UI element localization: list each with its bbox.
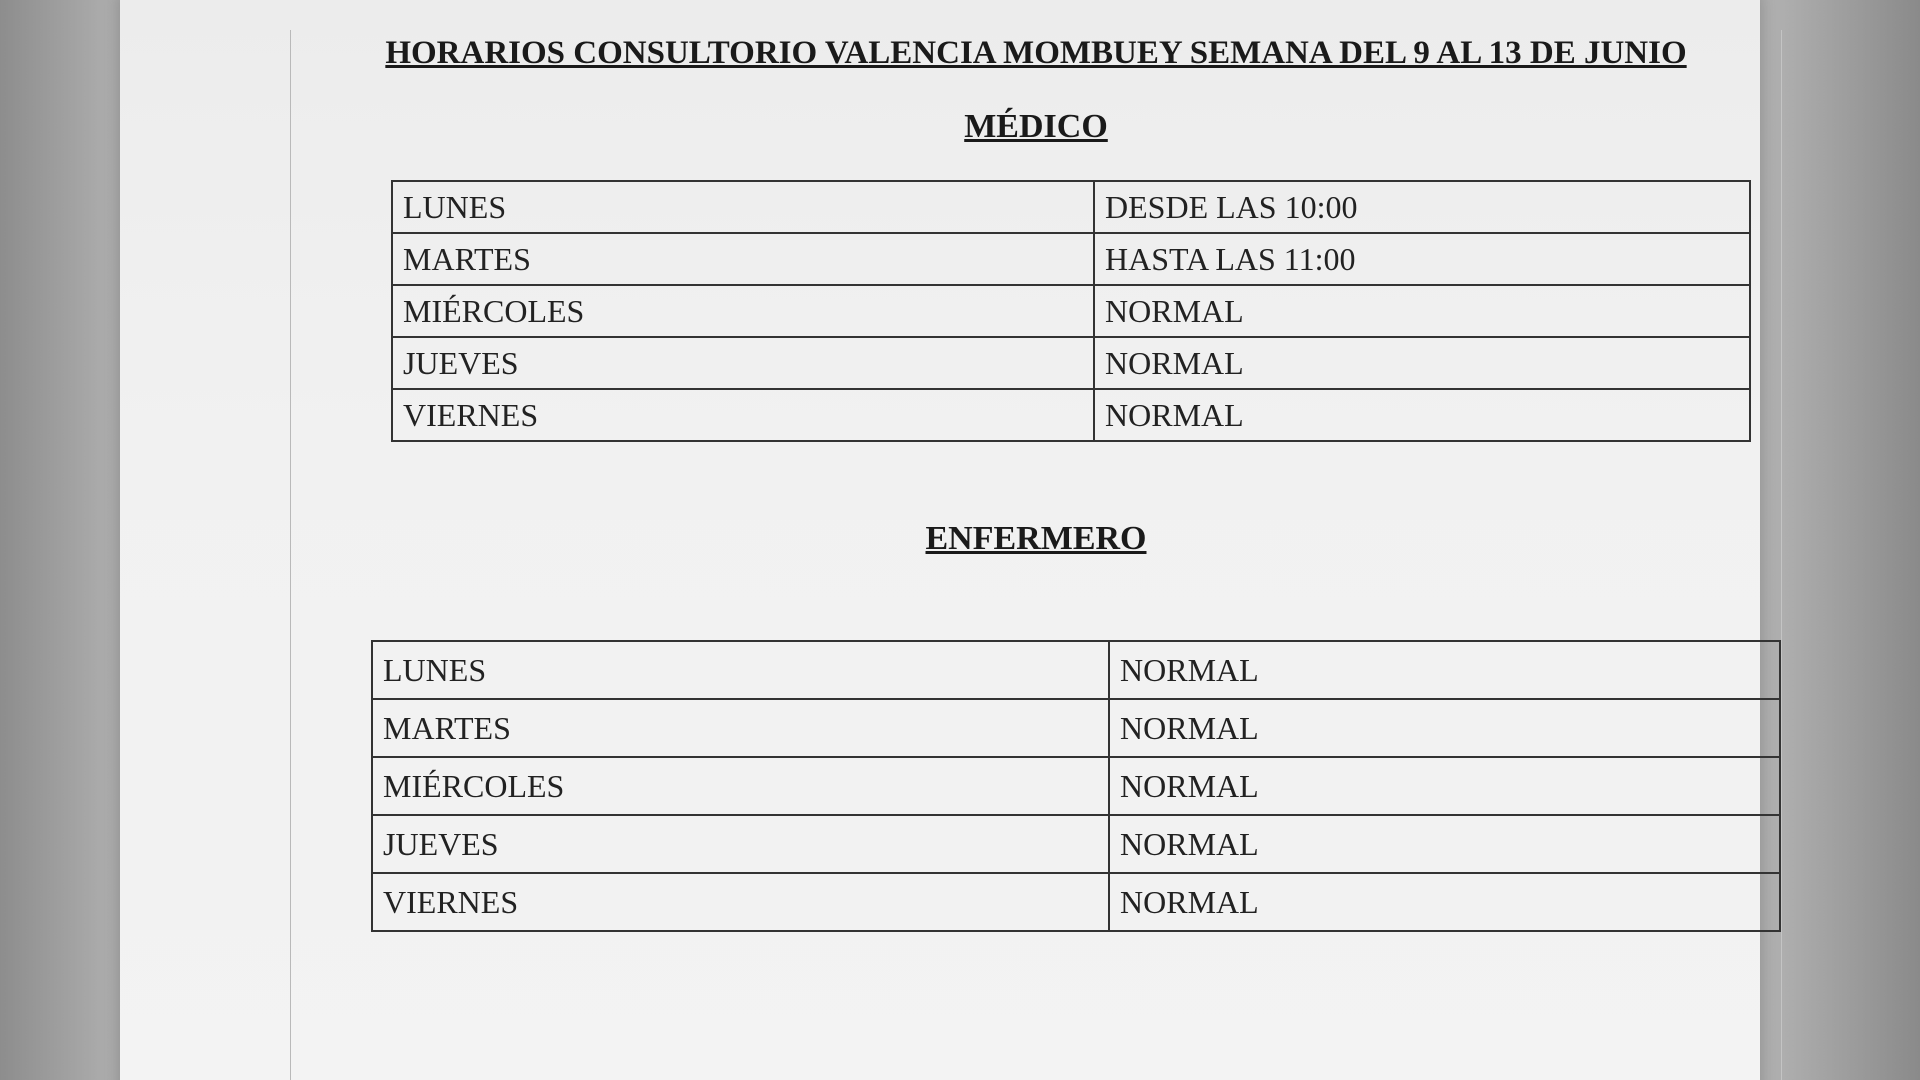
day-cell: LUNES [392,181,1094,233]
table-row [392,233,1750,285]
table-row [392,389,1750,441]
document-body [290,30,1782,1080]
schedule-cell: HASTA LAS 11:00 [1094,233,1750,285]
table-row [372,815,1780,873]
table-row [372,699,1780,757]
table-row [372,641,1780,699]
schedule-cell: NORMAL [1094,337,1750,389]
day-cell: JUEVES [372,815,1109,873]
day-cell: MARTES [392,233,1094,285]
day-cell: MARTES [372,699,1109,757]
schedule-cell: NORMAL [1094,285,1750,337]
table-row [372,757,1780,815]
table-row [392,181,1750,233]
table-row [392,337,1750,389]
table-row [392,285,1750,337]
day-cell: VIERNES [392,389,1094,441]
schedule-cell: NORMAL [1109,699,1780,757]
paper-sheet [120,0,1760,1080]
enfermero-schedule-table [371,640,1781,932]
table-row [372,873,1780,931]
document-title: HORARIOS CONSULTORIO VALENCIA MOMBUEY SEMANA DEL 9 AL 13 DE JUNIO [385,35,1687,71]
medico-heading: MÉDICO [964,108,1108,145]
schedule-cell: NORMAL [1109,641,1780,699]
schedule-cell: NORMAL [1109,873,1780,931]
enfermero-heading: ENFERMERO [925,520,1147,557]
day-cell: JUEVES [392,337,1094,389]
schedule-cell: NORMAL [1109,815,1780,873]
day-cell: MIÉRCOLES [392,285,1094,337]
schedule-cell: NORMAL [1094,389,1750,441]
day-cell: MIÉRCOLES [372,757,1109,815]
medico-schedule-table [391,180,1751,442]
schedule-cell: NORMAL [1109,757,1780,815]
day-cell: LUNES [372,641,1109,699]
day-cell: VIERNES [372,873,1109,931]
schedule-cell: DESDE LAS 10:00 [1094,181,1750,233]
